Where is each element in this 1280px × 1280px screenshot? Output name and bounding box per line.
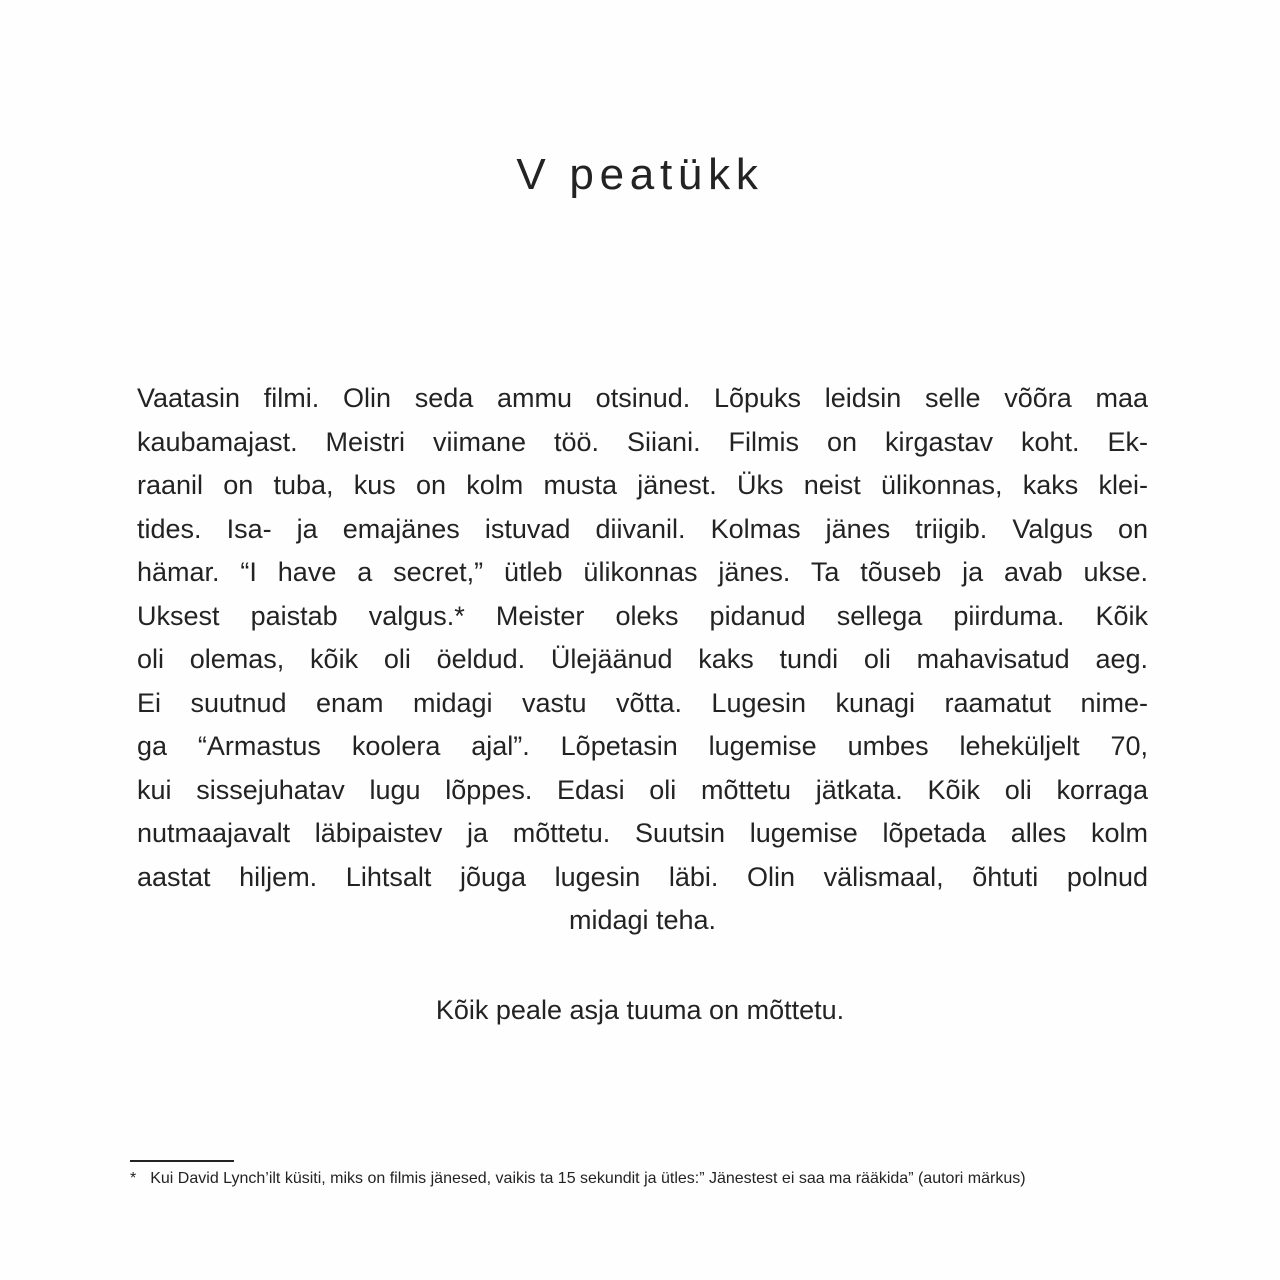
body-line: Ei suutnud enam midagi vastu võtta. Lugesin kunagi raamatut nime- bbox=[137, 687, 1148, 718]
footnote-divider bbox=[130, 1160, 234, 1162]
body-paragraph bbox=[137, 377, 1148, 943]
footnote bbox=[130, 1160, 1150, 1190]
body-line: kui sissejuhatav lugu lõppes. Edasi oli mõttetu jätkata. Kõik oli korraga bbox=[137, 774, 1148, 805]
body-line-last: midagi teha. bbox=[568, 905, 717, 935]
body-line: nutmaajavalt läbipaistev ja mõttetu. Suutsin lugemise lõpetada alles kolm bbox=[137, 818, 1148, 848]
body-line: raanil on tuba, kus on kolm musta jänest. Üks neist ülikonnas, kaks klei- bbox=[137, 470, 1148, 500]
footnote-marker: * bbox=[130, 1170, 137, 1187]
body-line: kaubamajast. Meistri viimane töö. Siiani. Filmis on kirgastav koht. Ek- bbox=[137, 426, 1148, 457]
footnote-row bbox=[130, 1168, 1150, 1190]
footnote-text: Kui David Lynch’ilt küsiti, miks on filmis jänesed, vaikis ta 15 sekundit ja ütles:” Jänestest ei saa ma rääkida” (autori märkus) bbox=[150, 1170, 1026, 1187]
body-line: tides. Isa- ja emajänes istuvad diivanil. Kolmas jänes triigib. Valgus on bbox=[137, 513, 1148, 544]
body-line: ga “Armastus koolera ajal”. Lõpetasin lugemise umbes leheküljelt 70, bbox=[137, 731, 1148, 761]
body-line: Vaatasin filmi. Olin seda ammu otsinud. Lõpuks leidsin selle võõra maa bbox=[137, 383, 1148, 413]
body-line: hämar. “I have a secret,” ütleb ülikonnas jänes. Ta tõuseb ja avab ukse. bbox=[137, 557, 1148, 587]
body-line: aastat hiljem. Lihtsalt jõuga lugesin läbi. Olin välismaal, õhtuti polnud bbox=[137, 861, 1148, 892]
closing-aphorism: Kõik peale asja tuuma on mõttetu. bbox=[435, 995, 845, 1025]
chapter-title: V peatükk bbox=[516, 150, 764, 199]
body-line: oli olemas, kõik oli öeldud. Ülejäänud kaks tundi oli mahavisatud aeg. bbox=[137, 644, 1148, 674]
body-line: Uksest paistab valgus.* Meister oleks pidanud sellega piirduma. Kõik bbox=[137, 600, 1148, 631]
